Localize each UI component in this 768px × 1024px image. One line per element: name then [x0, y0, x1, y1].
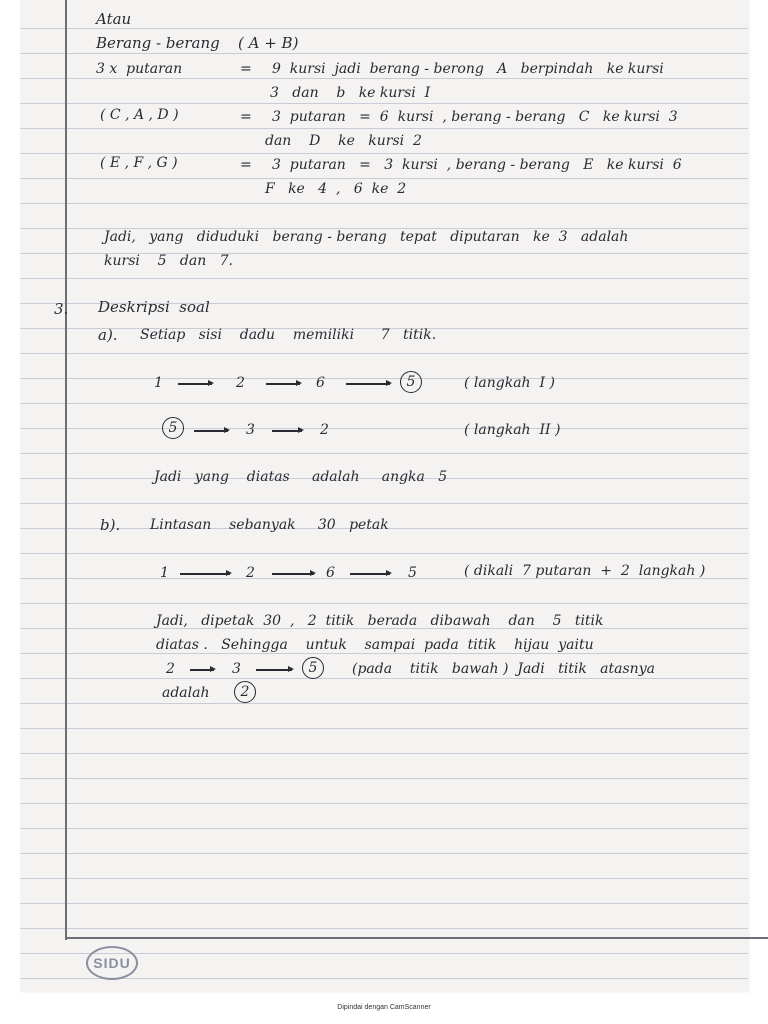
- seq-a1-n2: 2: [236, 375, 245, 391]
- part-b-label: b).: [100, 516, 121, 534]
- line-cad-eq: =: [240, 109, 252, 125]
- section-title: Deskripsi soal: [98, 298, 210, 316]
- arrow-icon: [272, 573, 314, 575]
- circled-number: 5: [400, 371, 422, 393]
- part-b-seq-n1: 2: [166, 661, 175, 677]
- seq-a2-n2: 3: [246, 422, 255, 438]
- arrow-icon: [190, 669, 214, 671]
- seq-a1-note: ( langkah I ): [464, 375, 555, 391]
- part-b-final-label: adalah: [162, 685, 210, 701]
- part-b-text: Lintasan sebanyak 30 petak: [150, 517, 389, 533]
- line-putaran-cont: 3 dan b ke kursi I: [270, 85, 431, 101]
- line-cad-cont: dan D ke kursi 2: [265, 133, 422, 149]
- part-a-text: Setiap sisi dadu memiliki 7 titik.: [140, 327, 437, 343]
- heading-atau: Atau: [96, 10, 132, 28]
- berang-ab-set: ( A + B): [238, 34, 299, 52]
- part-a-conclusion: Jadi yang diatas adalah angka 5: [154, 469, 448, 485]
- berang-ab-label: Berang - berang: [96, 34, 220, 52]
- seq-b-n1: 1: [160, 565, 169, 581]
- arrow-icon: [256, 669, 292, 671]
- seq-b-n4: 5: [408, 565, 417, 581]
- part-b-conclusion-2: diatas . Sehingga untuk sampai pada titik hijau yaitu: [156, 637, 594, 653]
- seq-a1-n4: [400, 371, 422, 393]
- line-efg-cont: F ke 4 , 6 ke 2: [265, 181, 407, 197]
- part-b-seq-note: (pada titik bawah ) Jadi titik atasnya: [352, 661, 655, 677]
- circled-number: 2: [234, 681, 256, 703]
- scanner-footer: Dipindai dengan CamScanner: [337, 1004, 431, 1011]
- sidu-logo: SIDU: [86, 946, 138, 980]
- arrow-icon: [178, 383, 212, 385]
- line-efg-right: 3 putaran = 3 kursi , berang - berang E ke kursi 6: [272, 157, 682, 173]
- part-b-conclusion-1: Jadi, dipetak 30 , 2 titik berada dibawah dan 5 titik: [156, 613, 604, 629]
- line-cad-left: ( C , A , D ): [100, 107, 179, 123]
- conclusion-1a: Jadi, yang diduduki berang - berang tepat diputaran ke 3 adalah: [104, 229, 629, 245]
- seq-a1-n3: 6: [316, 375, 325, 391]
- circled-number: 5: [302, 657, 324, 679]
- line-putaran-right: 9 kursi jadi berang - berong A berpindah ke kursi: [272, 61, 664, 77]
- margin-line: [65, 0, 67, 940]
- circled-number: 5: [162, 417, 184, 439]
- line-efg-left: ( E , F , G ): [100, 155, 178, 171]
- arrow-icon: [194, 430, 228, 432]
- line-putaran-eq: =: [240, 61, 252, 77]
- seq-a2-note: ( langkah II ): [464, 422, 561, 438]
- arrow-icon: [180, 573, 230, 575]
- part-b-seq-n2: 3: [232, 661, 241, 677]
- part-b-final-value: [234, 681, 256, 703]
- seq-b-n2: 2: [246, 565, 255, 581]
- bottom-line: [65, 937, 768, 939]
- seq-b-note: ( dikali 7 putaran + 2 langkah ): [464, 563, 706, 579]
- arrow-icon: [266, 383, 300, 385]
- seq-a2-n1: [162, 417, 184, 439]
- arrow-icon: [272, 430, 302, 432]
- part-a-label: a).: [98, 326, 118, 344]
- line-cad-right: 3 putaran = 6 kursi , berang - berang C ke kursi 3: [272, 109, 678, 125]
- seq-a1-n1: 1: [154, 375, 163, 391]
- line-putaran-left: 3 x putaran: [96, 61, 183, 77]
- arrow-icon: [350, 573, 390, 575]
- line-efg-eq: =: [240, 157, 252, 173]
- arrow-icon: [346, 383, 390, 385]
- conclusion-1b: kursi 5 dan 7.: [104, 253, 233, 269]
- part-b-seq-n3: [302, 657, 324, 679]
- seq-a2-n3: 2: [320, 422, 329, 438]
- seq-b-n3: 6: [326, 565, 335, 581]
- section-number: 3.: [54, 300, 69, 318]
